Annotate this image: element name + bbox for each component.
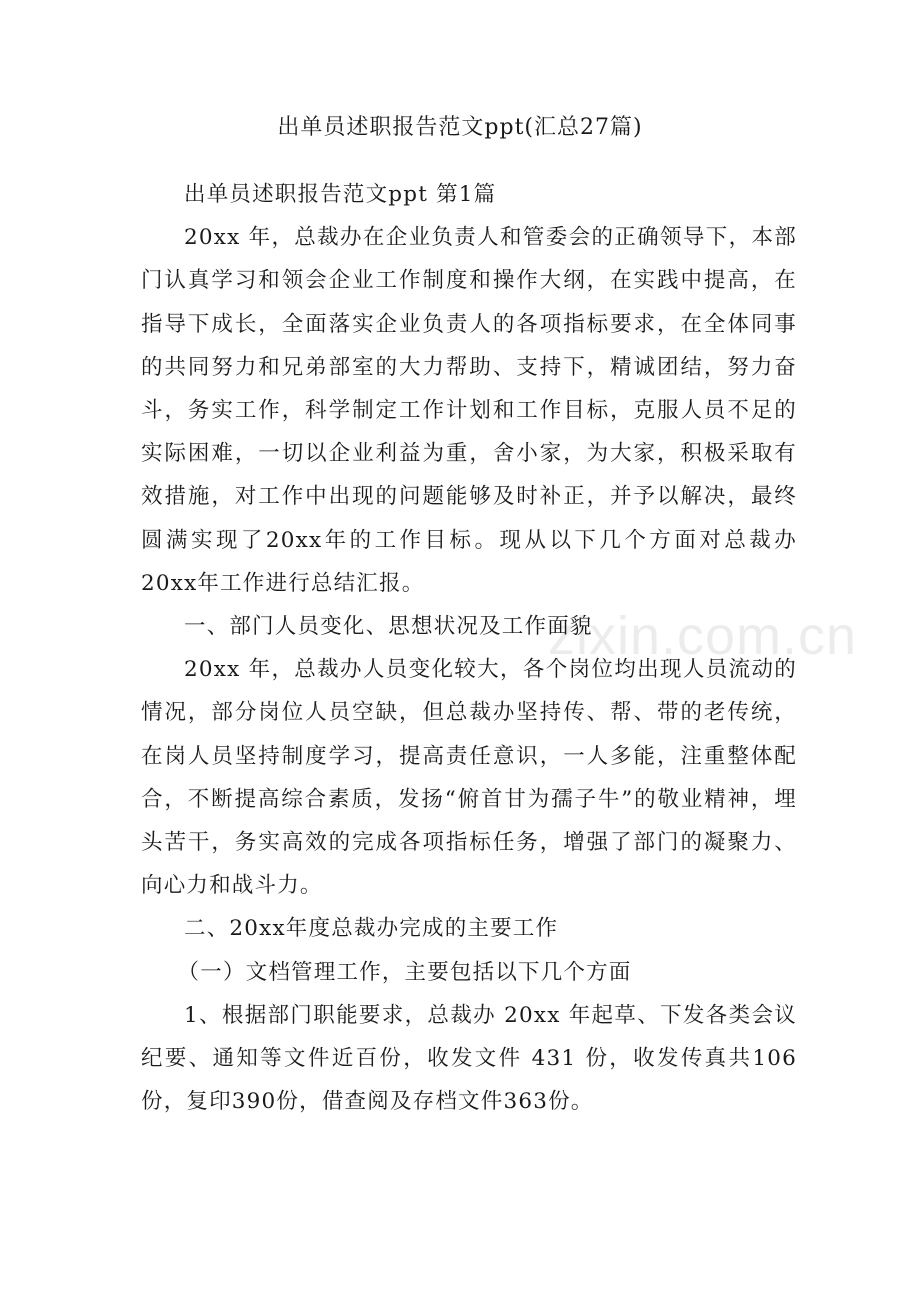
- section-heading: 一、部门人员变化、思想状况及工作面貌: [184, 614, 593, 640]
- body-paragraph: 1、根据部门职能要求，总裁办 20xx 年起草、下发各类会议纪要、通知等文件近百份，收发文件 431 份，收发传真共106份，复印390份，借查阅及存档文件363份。: [141, 1002, 797, 1115]
- document-title: 出单员述职报告范文ppt(汇总27篇): [277, 115, 643, 140]
- subsection-heading: （一）文档管理工作，主要包括以下几个方面: [177, 959, 632, 985]
- document-body: [141, 173, 797, 1123]
- body-paragraph: 20xx 年，总裁办在企业负责人和管委会的正确领导下，本部门认真学习和领会企业工作制度和操作大纲，在实践中提高，在指导下成长，全面落实企业负责人的各项指标要求，在全体同事的共同努力和兄弟部室的大力帮助、支持下，精诚团结，努力奋斗，务实工作，科学制定工作计划和工作目标，克服人员不足的实际困难，一切以企业利益为重，舍小家，为大家，积极采取有效措施，对工作中出现的问题能够及时补正，并予以解决，最终圆满实现了20xx年的工作目标。现从以下几个方面对总裁办20xx年工作进行总结汇报。: [141, 225, 797, 596]
- watermark: zixin.com.cn: [548, 606, 858, 666]
- body-paragraph: 20xx 年，总裁办人员变化较大，各个岗位均出现人员流动的情况，部分岗位人员空缺，但总裁办坚持传、帮、带的老传统，在岗人员坚持制度学习，提高责任意识，一人多能，注重整体配合，不断提高综合素质，发扬“俯首甘为孺子牛”的敬业精神，埋头苦干，务实高效的完成各项指标任务，增强了部门的凝聚力、向心力和战斗力。: [141, 657, 797, 899]
- section-heading: 出单员述职报告范文ppt 第1篇: [184, 182, 497, 207]
- section-heading: 二、20xx年度总裁办完成的主要工作: [184, 916, 559, 942]
